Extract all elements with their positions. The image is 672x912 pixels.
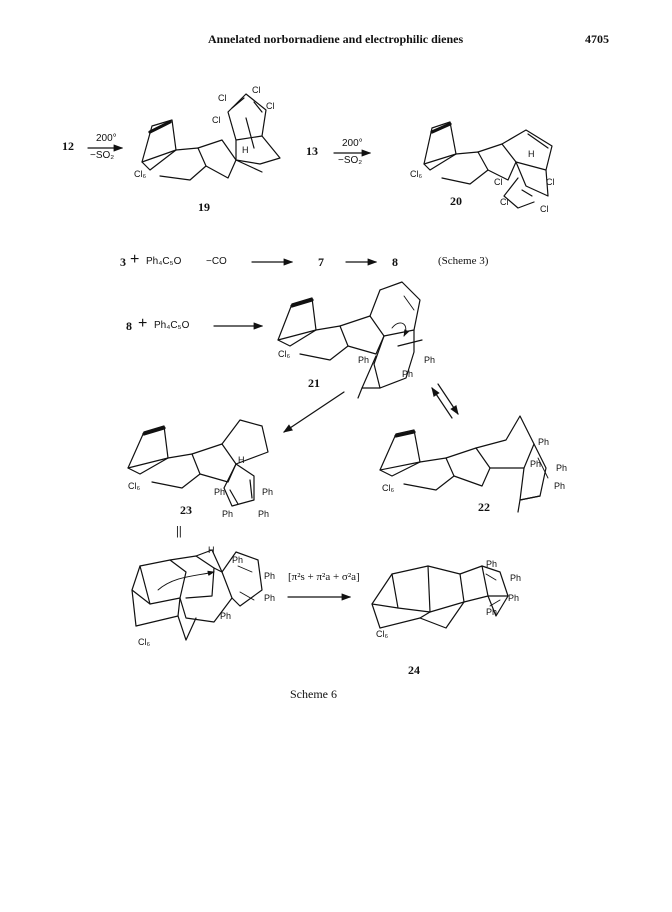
ph-label-b4: Ph	[220, 611, 232, 621]
compound-number-7: 7	[318, 255, 324, 269]
reaction2-temperature: 200°	[342, 138, 363, 149]
ph-label-22d: Ph	[554, 481, 566, 491]
structure-20	[424, 122, 552, 208]
compound-number-19: 19	[198, 200, 210, 214]
compound-number-13: 13	[306, 144, 318, 158]
pericyclic-descriptor: [π²s + π²a + σ²a]	[288, 571, 360, 583]
ph-label-21b: Ph	[424, 355, 436, 365]
cl-label-20a: Cl	[494, 177, 503, 187]
cl-label-20b: Cl	[546, 177, 555, 187]
cl6-label-21: Cl₆	[278, 349, 291, 359]
ph-label-23d: Ph	[258, 509, 270, 519]
arrow-21-to-23	[284, 392, 344, 432]
equilibrium-arrow-forward	[438, 384, 458, 414]
h-label-19: H	[242, 145, 249, 155]
plus-sign-line4: +	[138, 315, 148, 332]
cl6-label-23: Cl₆	[128, 481, 141, 491]
loss-co: −CO	[206, 256, 227, 267]
structure-21	[278, 282, 422, 398]
ph-label-24a: Ph	[486, 559, 498, 569]
h-label-23: H	[238, 455, 245, 465]
cl6-label-bottom: Cl₆	[138, 637, 151, 647]
structure-23	[128, 420, 268, 506]
ph-label-23a: Ph	[214, 487, 226, 497]
ph-label-24d: Ph	[486, 607, 498, 617]
h-label-20: H	[528, 149, 535, 159]
ph-label-21c: Ph	[402, 369, 414, 379]
compound-number-24: 24	[408, 663, 420, 677]
cl-label-19b: Cl	[252, 85, 261, 95]
compound-number-8-line4: 8	[126, 319, 132, 333]
compound-number-21: 21	[308, 376, 320, 390]
cl6-label-19: Cl₆	[134, 169, 147, 179]
reaction1-temperature: 200°	[96, 133, 117, 144]
cl-label-19d: Cl	[212, 115, 221, 125]
equilibrium-arrow-back	[432, 388, 452, 418]
ph-label-22c: Ph	[556, 463, 568, 473]
ph-label-24b: Ph	[510, 573, 522, 583]
ph-label-23b: Ph	[262, 487, 274, 497]
structure-22	[380, 416, 548, 512]
cl-label-20c: Cl	[500, 197, 509, 207]
compound-number-12: 12	[62, 139, 74, 153]
running-header: Annelated norbornadiene and electrophilic dienes	[208, 32, 464, 46]
structure-24	[372, 566, 508, 628]
cl-label-19c: Cl	[266, 101, 275, 111]
cl6-label-20: Cl₆	[410, 169, 423, 179]
cl6-label-22: Cl₆	[382, 483, 395, 493]
ph-label-b3: Ph	[264, 593, 276, 603]
ph-label-b1: Ph	[232, 555, 244, 565]
compound-number-3: 3	[120, 255, 126, 269]
reagent-line3: Ph₄C₅O	[146, 256, 182, 267]
compound-number-23: 23	[180, 503, 192, 517]
scheme-caption: Scheme 6	[290, 687, 337, 701]
cl-label-19a: Cl	[218, 93, 227, 103]
reagent-line4: Ph₄C₅O	[154, 320, 190, 331]
plus-sign-line3: +	[130, 251, 140, 268]
reaction2-loss: −SO₂	[338, 155, 363, 166]
ph-label-22a: Ph	[538, 437, 550, 447]
cl6-label-24: Cl₆	[376, 629, 389, 639]
ph-label-23c: Ph	[222, 509, 234, 519]
page-number: 4705	[585, 32, 609, 46]
compound-number-22: 22	[478, 500, 490, 514]
ph-label-24c: Ph	[508, 593, 520, 603]
ph-label-21a: Ph	[358, 355, 370, 365]
ph-label-b2: Ph	[264, 571, 276, 581]
reaction1-loss: −SO₂	[90, 150, 115, 161]
h-label-bottom: H	[208, 545, 215, 555]
identity-mark: ||	[176, 523, 182, 538]
cl-label-20d: Cl	[540, 204, 549, 214]
compound-number-20: 20	[450, 194, 462, 208]
compound-number-8: 8	[392, 255, 398, 269]
structure-19	[142, 94, 280, 180]
ph-label-22b: Ph	[530, 459, 542, 469]
scheme-reference: (Scheme 3)	[438, 255, 489, 267]
